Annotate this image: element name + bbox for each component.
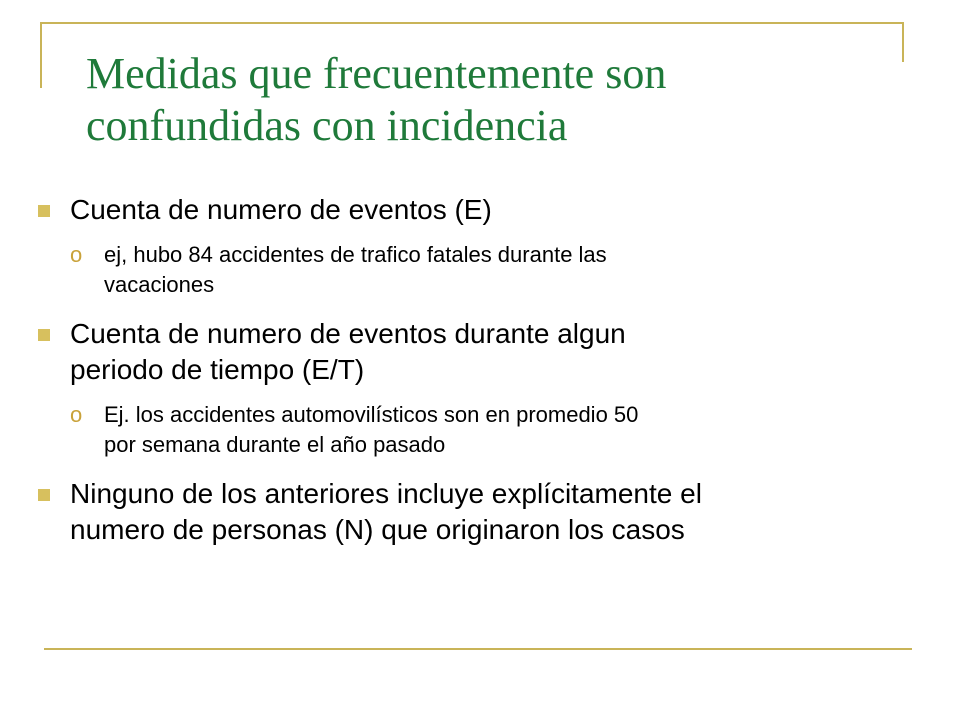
frame-left-line — [40, 22, 42, 88]
square-bullet-icon — [38, 205, 50, 217]
slide-title-line: Medidas que frecuentemente son — [86, 49, 667, 98]
frame-bottom-line — [44, 648, 912, 650]
sub-bullet-text-line: por semana durante el año pasado — [104, 432, 446, 457]
bullet-item — [36, 476, 926, 548]
frame-top-line — [40, 22, 904, 24]
sub-bullet-item — [70, 400, 926, 460]
bullet-text-line: Ninguno de los anteriores incluye explícitamente el — [70, 478, 702, 509]
slide-content — [36, 192, 926, 562]
slide-title-line: confundidas con incidencia — [86, 100, 568, 150]
bullet-item — [36, 316, 926, 388]
bullet-text-line: Cuenta de numero de eventos durante algun — [70, 318, 626, 349]
sub-bullet-item — [70, 240, 926, 300]
circle-bullet-icon: o — [70, 402, 83, 427]
square-bullet-icon — [38, 329, 50, 341]
bullet-item — [36, 192, 926, 228]
bullet-text-line: Cuenta de numero de eventos (E) — [70, 194, 492, 225]
sub-bullet-text-line: Ej. los accidentes automovilísticos son en promedio 50 — [104, 402, 639, 427]
square-bullet-icon — [38, 489, 50, 501]
bullet-text-line: periodo de tiempo (E/T) — [70, 354, 365, 385]
sub-bullet-text-line: vacaciones — [104, 272, 215, 297]
slide-title — [86, 48, 906, 152]
sub-bullet-text-line: ej, hubo 84 accidentes de trafico fatales durante las — [104, 242, 607, 267]
bullet-text-line: numero de personas (N) que originaron los casos — [70, 514, 685, 545]
circle-bullet-icon: o — [70, 242, 83, 267]
